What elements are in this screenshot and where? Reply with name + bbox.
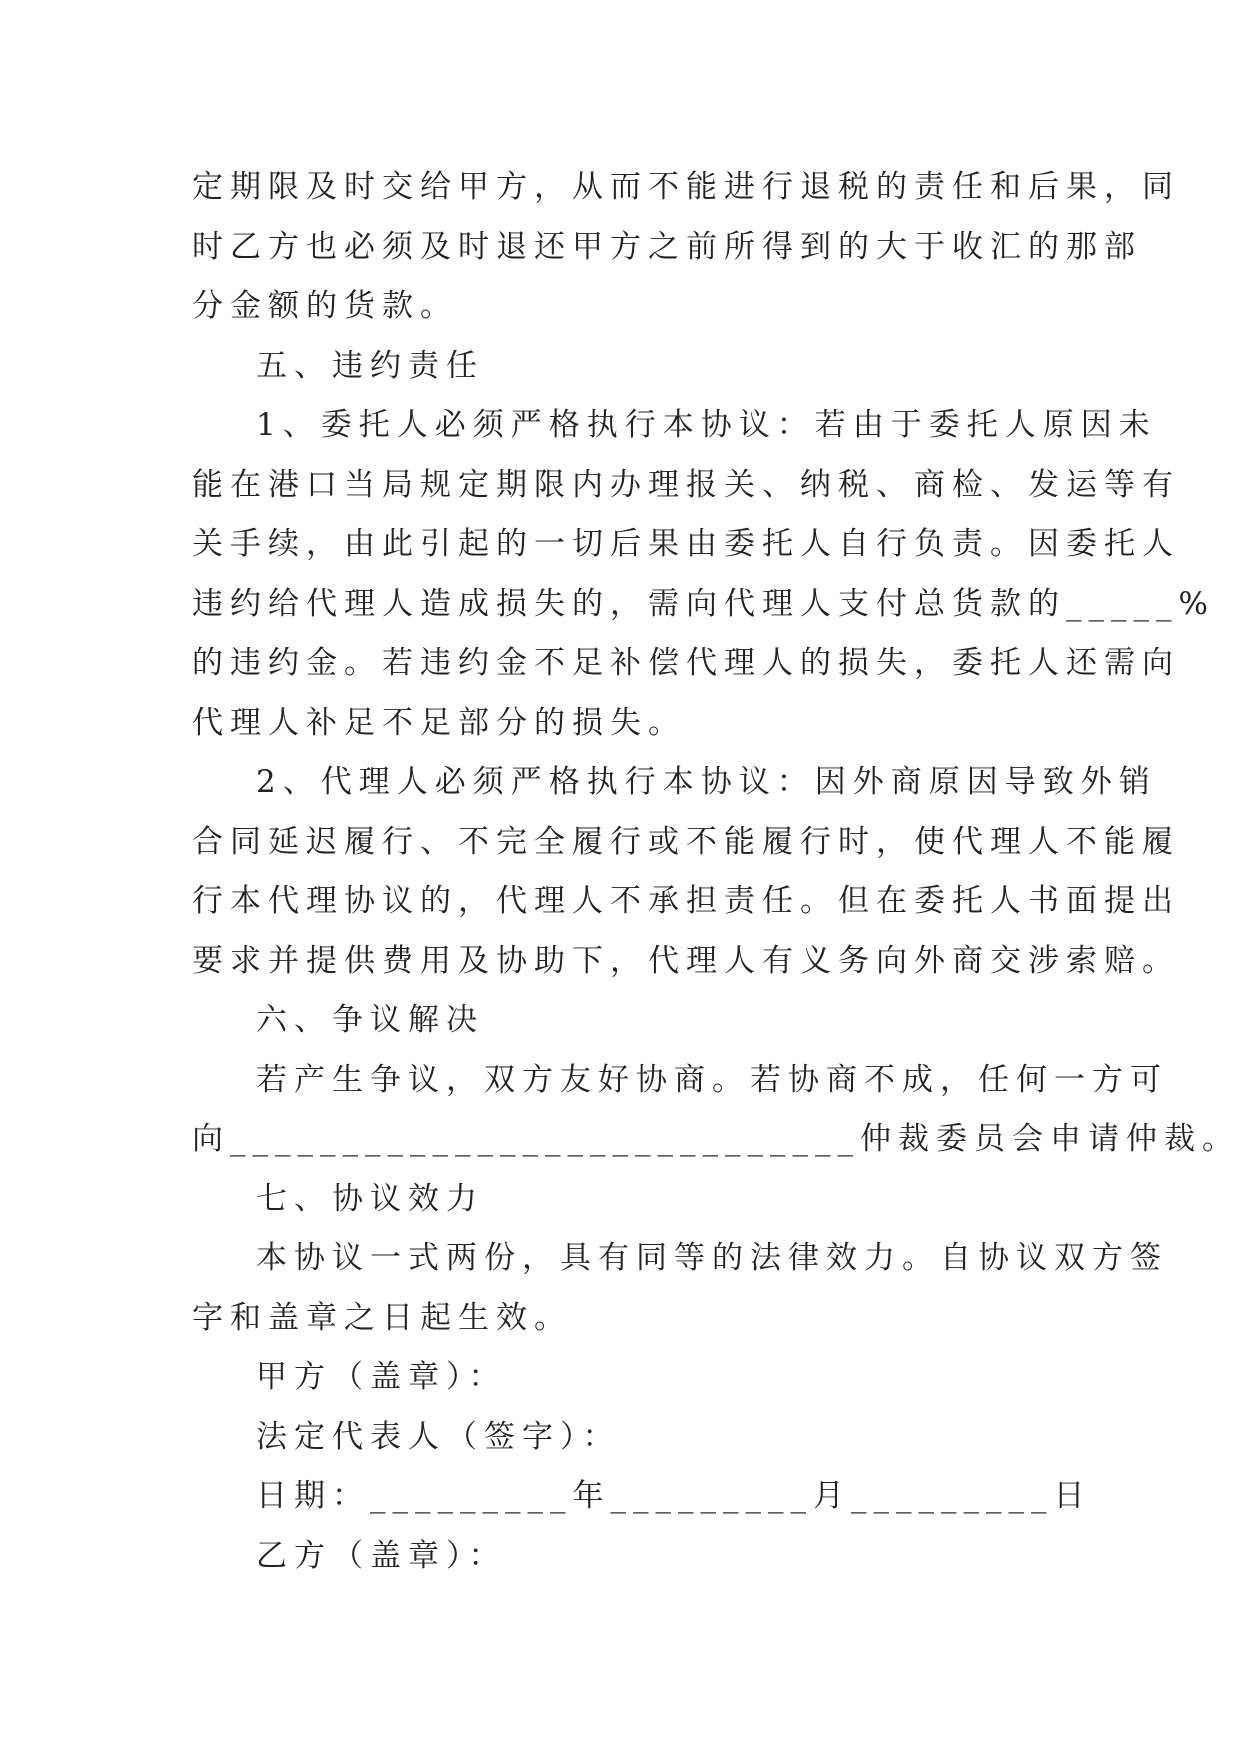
document-line: 2、代理人必须严格执行本协议：因外商原因导致外销 bbox=[256, 764, 1157, 800]
document-line: 代理人补足不足部分的损失。 bbox=[192, 704, 686, 741]
document-line: 时乙方也必须及时退还甲方之前所得到的大于收汇的那部 bbox=[192, 228, 1142, 265]
document-line: 乙方（盖章）： bbox=[256, 1537, 507, 1574]
document-line: 七、协议效力 bbox=[256, 1180, 484, 1217]
document-line: 1、委托人必须严格执行本协议：若由于委托人原因未 bbox=[256, 407, 1157, 443]
document-line: 违约给代理人造成损失的，需向代理人支付总货款的_____% bbox=[192, 585, 1215, 622]
document-line: 甲方（盖章）： bbox=[256, 1359, 507, 1395]
document-line: 的违约金。若违约金不足补偿代理人的损失，委托人还需向 bbox=[192, 645, 1180, 681]
document-line: 分金额的货款。 bbox=[192, 288, 458, 324]
document-line: 五、违约责任 bbox=[256, 347, 484, 384]
document-body bbox=[192, 158, 1240, 1586]
document-line: 要求并提供费用及协助下，代理人有义务向外商交涉索赔。 bbox=[192, 942, 1180, 979]
document-line: 定期限及时交给甲方，从而不能进行退税的责任和后果，同 bbox=[192, 169, 1180, 205]
document-line: 合同延迟履行、不完全履行或不能履行时，使代理人不能履 bbox=[192, 823, 1180, 860]
document-line: 本协议一式两份，具有同等的法律效力。自协议双方签 bbox=[256, 1240, 1168, 1276]
document-line: 能在港口当局规定期限内办理报关、纳税、商检、发运等有 bbox=[192, 466, 1180, 503]
document-line: 向____________________________仲裁委员会申请仲裁。 bbox=[192, 1121, 1240, 1157]
document-line: 字和盖章之日起生效。 bbox=[192, 1299, 572, 1336]
document-line: 日期：_________年_________月_________日 bbox=[256, 1478, 1092, 1514]
document-line: 行本代理协议的，代理人不承担责任。但在委托人书面提出 bbox=[192, 883, 1180, 919]
document-line: 关手续，由此引起的一切后果由委托人自行负责。因委托人 bbox=[192, 526, 1180, 562]
document-line: 六、争议解决 bbox=[256, 1002, 484, 1038]
document-line: 法定代表人（签字）： bbox=[256, 1418, 621, 1455]
document-line: 若产生争议，双方友好协商。若协商不成，任何一方可 bbox=[256, 1061, 1168, 1098]
